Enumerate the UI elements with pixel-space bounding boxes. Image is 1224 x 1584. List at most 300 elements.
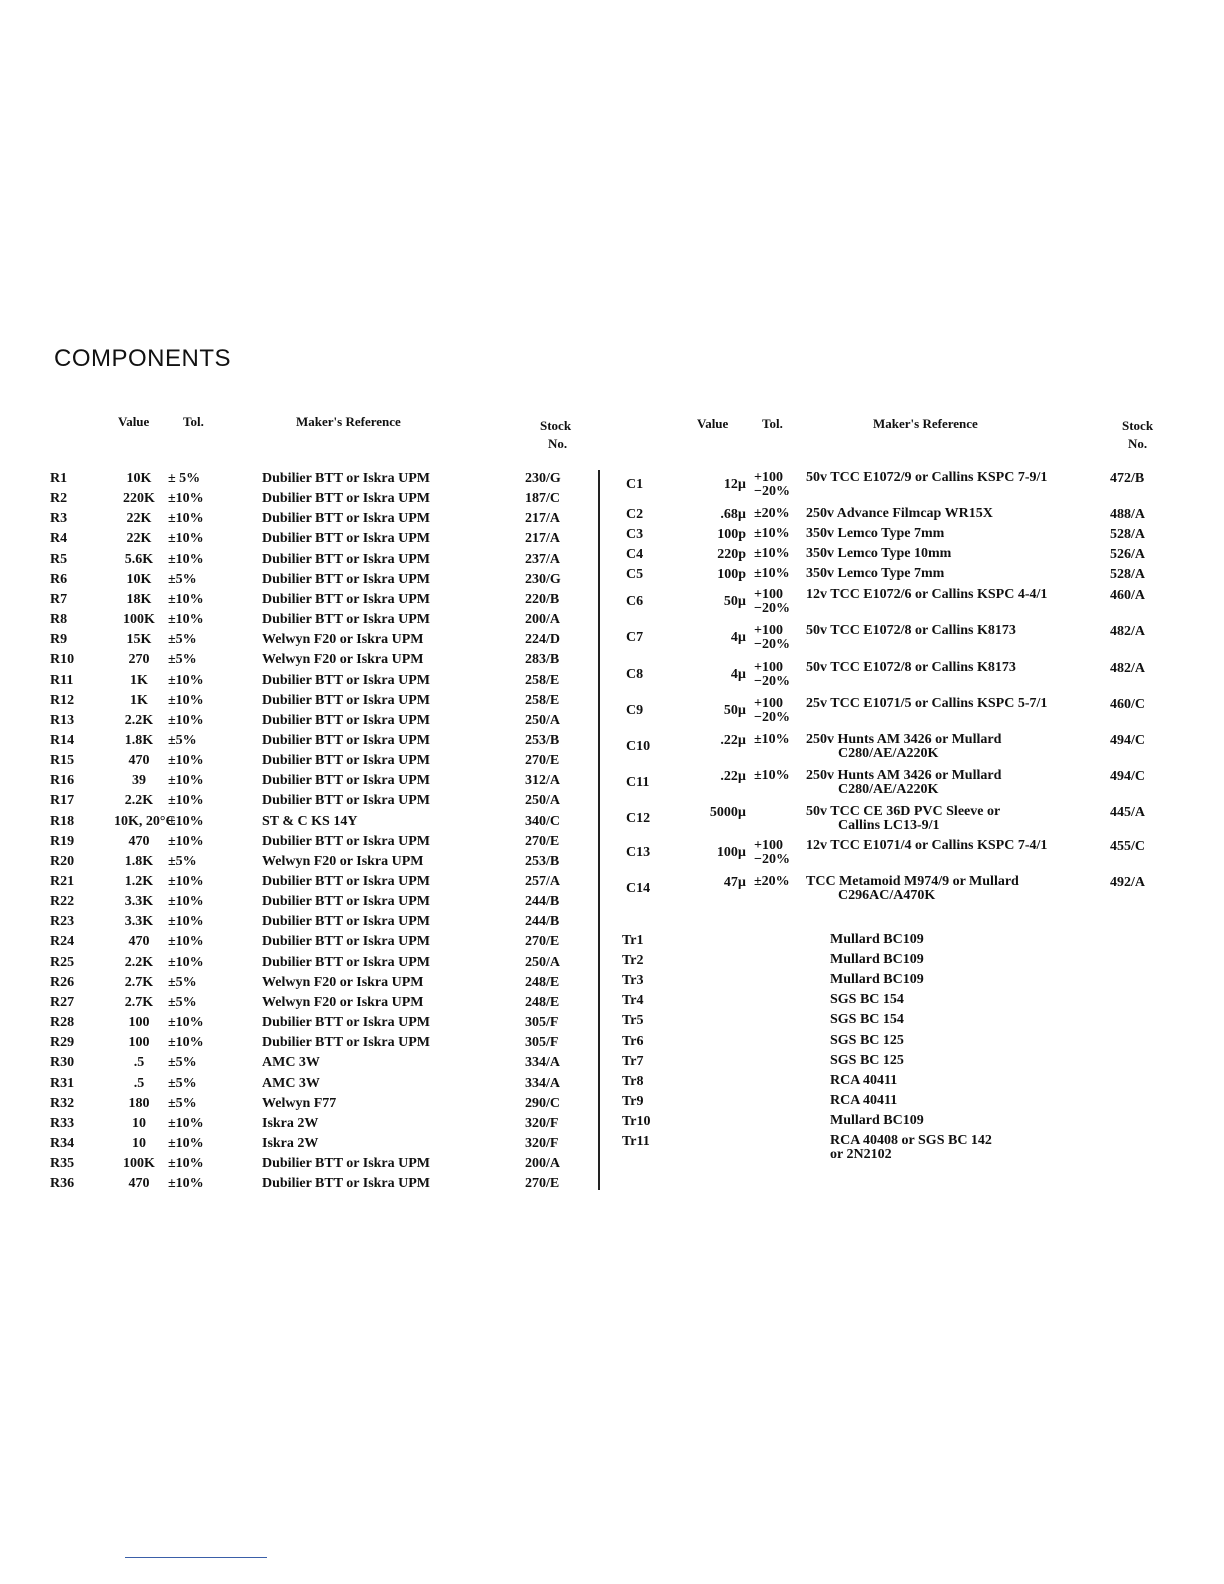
table-row (50, 471, 590, 491)
reference-line-1: 250v Hunts AM 3426 or Mullard (806, 768, 1002, 783)
table-row (622, 1134, 1182, 1168)
reference-line-1: 50v TCC CE 36D PVC Sleeve or (806, 804, 1001, 819)
table-row (50, 995, 590, 1015)
component-reference: Dubilier BTT or Iskra UPM (262, 1035, 431, 1051)
component-value: 5.6K (124, 551, 154, 567)
component-value: 10K (126, 571, 152, 587)
reference-line-1: Mullard BC109 (830, 952, 924, 968)
component-id: R9 (50, 632, 68, 648)
component-value: 4µ (730, 667, 746, 682)
component-reference: Iskra 2W (262, 1115, 319, 1131)
component-tolerance: ±10% (168, 1035, 204, 1051)
table-row (50, 753, 590, 773)
tolerance-line-2: −20% (754, 852, 790, 867)
component-value: 100 (128, 1015, 150, 1031)
component-tolerance (754, 471, 798, 499)
tolerance-line-1: +100 (754, 838, 783, 853)
reference-line-1: 250v Advance Filmcap WR15X (806, 506, 993, 521)
component-reference: Dubilier BTT or Iskra UPM (262, 712, 431, 728)
reference-line-1: 12v TCC E1071/4 or Callins KSPC 7-4/1 (806, 838, 1048, 853)
component-reference: Dubilier BTT or Iskra UPM (262, 934, 431, 950)
component-value: 100 (128, 1035, 150, 1051)
component-reference (830, 1034, 904, 1048)
table-row (50, 511, 590, 531)
component-value: 5000µ (709, 805, 746, 820)
reference-line-1: 50v TCC E1072/8 or Callins K8173 (806, 623, 1016, 638)
component-value: .22µ (720, 769, 746, 784)
component-tolerance (754, 507, 798, 521)
component-id: R33 (50, 1115, 75, 1131)
component-id: R3 (50, 511, 68, 527)
component-id: R18 (50, 813, 75, 829)
tolerance-line-1: ±20% (754, 874, 790, 889)
component-reference: Welwyn F20 or Iskra UPM (262, 853, 424, 869)
component-id: R27 (50, 994, 75, 1010)
table-row (50, 491, 590, 511)
table-row (50, 632, 590, 652)
tolerance-line-1: +100 (754, 587, 783, 602)
component-tolerance (754, 875, 798, 889)
component-value: 100p (717, 567, 746, 582)
component-id: R16 (50, 773, 75, 789)
component-value: 1K (130, 672, 148, 688)
component-id: R12 (50, 692, 75, 708)
component-id: R34 (50, 1135, 75, 1151)
component-value: .5 (133, 1055, 145, 1071)
table-row (50, 1076, 590, 1096)
table-row (50, 1156, 590, 1176)
table-row (626, 697, 1186, 731)
tolerance-line-1: ±10% (754, 526, 790, 541)
component-reference (830, 1074, 897, 1088)
component-reference: Dubilier BTT or Iskra UPM (262, 551, 431, 567)
component-value: 4µ (730, 630, 746, 645)
component-stock-no: 334/A (525, 1075, 560, 1091)
component-reference: Dubilier BTT or Iskra UPM (262, 591, 431, 607)
component-stock-no: 445/A (1110, 805, 1145, 820)
table-row (626, 661, 1186, 695)
table-row (50, 834, 590, 854)
component-reference (830, 1114, 924, 1128)
component-value: 100µ (716, 845, 746, 860)
reference-line-1: 250v Hunts AM 3426 or Mullard (806, 732, 1002, 747)
component-tolerance: ±5% (168, 1075, 197, 1091)
component-value: 22K (126, 531, 152, 547)
reference-line-1: 50v TCC E1072/8 or Callins K8173 (806, 660, 1016, 675)
reference-line-1: 350v Lemco Type 7mm (806, 526, 945, 541)
table-row (50, 612, 590, 632)
component-reference: Dubilier BTT or Iskra UPM (262, 894, 431, 910)
component-id: R6 (50, 571, 68, 587)
component-value: 1.8K (124, 732, 154, 748)
component-stock-no: 334/A (525, 1055, 560, 1071)
component-reference: Dubilier BTT or Iskra UPM (262, 531, 431, 547)
component-id: C1 (626, 477, 644, 492)
component-id: C14 (626, 881, 651, 896)
component-id: Tr1 (622, 933, 644, 948)
tolerance-line-1: ±10% (754, 566, 790, 581)
component-value: 270 (128, 652, 150, 668)
component-tolerance: ±10% (168, 1156, 204, 1172)
component-tolerance (754, 839, 798, 867)
header-tol-left: Tol. (183, 414, 204, 429)
reference-line-1: RCA 40411 (830, 1092, 898, 1108)
component-reference (830, 953, 924, 967)
component-id: R35 (50, 1156, 75, 1172)
component-tolerance: ±10% (168, 874, 204, 889)
component-id: C3 (626, 527, 644, 542)
component-tolerance: ±10% (168, 1115, 204, 1131)
header-stock-right: Stock (1122, 418, 1154, 433)
component-id: R22 (50, 894, 75, 910)
component-tolerance: ±10% (168, 712, 204, 728)
component-id: R32 (50, 1095, 75, 1111)
component-reference: Dubilier BTT or Iskra UPM (262, 612, 431, 628)
component-value: 10 (132, 1135, 146, 1151)
component-reference (806, 527, 944, 541)
component-reference (830, 1094, 897, 1108)
component-id: R31 (50, 1075, 75, 1091)
tolerance-line-1: +100 (754, 470, 783, 485)
component-value: 10K, 20°C (114, 813, 176, 829)
component-reference: Dubilier BTT or Iskra UPM (262, 471, 431, 486)
header-value-left: Value (118, 414, 150, 429)
component-id: R5 (50, 551, 68, 567)
component-tolerance: ± 5% (168, 471, 201, 486)
component-stock-no: 320/F (525, 1135, 559, 1151)
component-value: 470 (128, 934, 150, 950)
component-stock-no: 305/F (525, 1035, 559, 1051)
component-value: 2.2K (124, 793, 154, 809)
component-reference (806, 769, 1001, 797)
component-value: 12µ (723, 477, 746, 492)
component-reference: Dubilier BTT or Iskra UPM (262, 491, 431, 507)
component-value: 1.2K (124, 874, 154, 889)
component-id: Tr6 (622, 1033, 644, 1049)
table-row (626, 471, 1186, 505)
component-id: Tr2 (622, 953, 644, 969)
tolerance-line-1: ±20% (754, 506, 790, 521)
table-row (50, 1096, 590, 1116)
table-row (626, 733, 1186, 767)
table-row (50, 1136, 590, 1156)
component-reference: Dubilier BTT or Iskra UPM (262, 511, 431, 527)
component-id: R36 (50, 1176, 75, 1192)
component-stock-no: 250/A (525, 712, 560, 728)
component-reference (806, 624, 1016, 638)
reference-line-1: Mullard BC109 (830, 972, 924, 988)
component-id: R29 (50, 1035, 75, 1051)
component-id: R26 (50, 974, 75, 990)
component-id: R11 (50, 672, 74, 688)
component-id: R15 (50, 753, 75, 769)
component-id: C13 (626, 845, 651, 860)
component-stock-no: 230/G (525, 471, 561, 486)
component-id: C9 (626, 703, 644, 718)
component-reference: Dubilier BTT or Iskra UPM (262, 732, 431, 748)
component-stock-no: 340/C (525, 813, 560, 829)
component-id: C6 (626, 594, 644, 609)
component-reference: Dubilier BTT or Iskra UPM (262, 1176, 431, 1192)
component-tolerance: ±10% (168, 833, 204, 849)
component-tolerance (754, 624, 798, 652)
component-reference (806, 733, 1001, 761)
component-stock-no: 494/C (1110, 733, 1145, 748)
table-row (50, 652, 590, 672)
reference-line-2: C280/AE/A220K (838, 746, 939, 761)
component-stock-no: 257/A (525, 874, 560, 889)
component-id: Tr11 (622, 1134, 650, 1149)
component-stock-no: 312/A (525, 773, 560, 789)
header-stock-left: Stock (540, 418, 572, 433)
component-value: 220K (123, 491, 155, 507)
reference-line-1: RCA 40411 (830, 1072, 898, 1088)
reference-line-1: Mullard BC109 (830, 932, 924, 947)
component-value: 100K (123, 1156, 155, 1172)
component-reference (806, 875, 1019, 903)
component-value: 1.8K (124, 853, 154, 869)
component-value: 39 (132, 773, 146, 789)
component-value: 2.2K (124, 954, 154, 970)
component-value: .5 (133, 1075, 145, 1091)
column-divider (598, 470, 600, 1190)
component-tolerance: ±10% (168, 672, 204, 688)
component-id: Tr4 (622, 993, 644, 1009)
component-tolerance: ±5% (168, 974, 197, 990)
component-reference (806, 839, 1047, 853)
reference-line-1: 350v Lemco Type 7mm (806, 566, 945, 581)
component-stock-no: 187/C (525, 491, 560, 507)
component-stock-no: 494/C (1110, 769, 1145, 784)
component-value: 100K (123, 612, 155, 628)
component-tolerance: ±5% (168, 571, 197, 587)
component-value: 470 (128, 753, 150, 769)
component-id: C8 (626, 667, 644, 682)
component-stock-no: 224/D (525, 632, 560, 648)
component-value: 50µ (723, 594, 746, 609)
component-value: 22K (126, 511, 152, 527)
tolerance-line-2: −20% (754, 637, 790, 652)
component-tolerance (754, 547, 798, 561)
component-value: .68µ (720, 507, 746, 522)
component-reference: Dubilier BTT or Iskra UPM (262, 1156, 431, 1172)
component-reference: Dubilier BTT or Iskra UPM (262, 874, 431, 889)
component-tolerance: ±10% (168, 753, 204, 769)
component-reference (806, 588, 1047, 602)
table-row (626, 769, 1186, 803)
component-tolerance: ±10% (168, 934, 204, 950)
page-title: COMPONENTS (54, 345, 232, 372)
component-reference (806, 507, 993, 521)
component-reference (830, 1013, 904, 1027)
component-id: R24 (50, 934, 75, 950)
reference-line-1: SGS BC 125 (830, 1032, 904, 1048)
component-stock-no: 482/A (1110, 624, 1145, 639)
tolerance-line-1: +100 (754, 623, 783, 638)
table-row (50, 693, 590, 713)
component-tolerance: ±5% (168, 732, 197, 748)
component-reference (806, 567, 944, 581)
table-row (50, 1055, 590, 1075)
component-value: 470 (128, 833, 150, 849)
component-tolerance: ±10% (168, 894, 204, 910)
component-tolerance: ±5% (168, 994, 197, 1010)
component-stock-no: 460/C (1110, 697, 1145, 712)
component-reference (806, 661, 1016, 675)
tolerance-line-1: +100 (754, 660, 783, 675)
component-tolerance: ±10% (168, 692, 204, 708)
reference-line-1: 350v Lemco Type 10mm (806, 546, 952, 561)
component-reference: Iskra 2W (262, 1135, 319, 1151)
table-row (50, 1176, 590, 1196)
component-id: R1 (50, 471, 68, 486)
component-reference: Welwyn F77 (262, 1095, 337, 1111)
component-tolerance: ±10% (168, 1176, 204, 1192)
table-row (50, 552, 590, 572)
table-row (50, 874, 590, 894)
component-stock-no: 270/E (525, 1176, 560, 1192)
component-value: 2.2K (124, 712, 154, 728)
reference-line-1: SGS BC 154 (830, 992, 904, 1008)
reference-line-1: 50v TCC E1072/9 or Callins KSPC 7-9/1 (806, 470, 1048, 485)
component-tolerance: ±5% (168, 1095, 197, 1111)
component-id: C12 (626, 811, 651, 826)
component-reference: Dubilier BTT or Iskra UPM (262, 793, 431, 809)
component-reference: Dubilier BTT or Iskra UPM (262, 753, 431, 769)
component-id: Tr3 (622, 973, 644, 989)
component-reference: Welwyn F20 or Iskra UPM (262, 652, 424, 668)
component-stock-no: 200/A (525, 612, 560, 628)
component-reference: Dubilier BTT or Iskra UPM (262, 833, 431, 849)
reference-line-1: 25v TCC E1071/5 or Callins KSPC 5-7/1 (806, 696, 1048, 711)
table-row (50, 975, 590, 995)
component-id: R19 (50, 833, 75, 849)
component-tolerance: ±10% (168, 1015, 204, 1031)
header-stockno-right: No. (1128, 436, 1148, 451)
component-tolerance (754, 697, 798, 725)
component-value: 470 (128, 1176, 150, 1192)
table-row (50, 1015, 590, 1035)
component-id: Tr9 (622, 1093, 644, 1109)
component-id: C11 (626, 775, 650, 790)
component-id: R14 (50, 732, 75, 748)
component-value: 47µ (723, 875, 746, 890)
header-ref-right: Maker's Reference (873, 416, 978, 431)
table-row (50, 955, 590, 975)
table-row (50, 934, 590, 954)
component-id: C10 (626, 739, 651, 754)
component-stock-no: 200/A (525, 1156, 560, 1172)
component-reference (830, 993, 904, 1007)
component-stock-no: 220/B (525, 591, 560, 607)
component-stock-no: 283/B (525, 652, 560, 668)
tolerance-line-2: −20% (754, 674, 790, 689)
component-tolerance: ±5% (168, 853, 197, 869)
component-id: Tr5 (622, 1013, 644, 1029)
component-stock-no: 492/A (1110, 875, 1145, 890)
component-stock-no: 460/A (1110, 588, 1145, 603)
component-stock-no: 250/A (525, 793, 560, 809)
component-tolerance: ±10% (168, 813, 204, 829)
component-value: 100p (717, 527, 746, 542)
header-ref-left: Maker's Reference (296, 414, 401, 429)
component-reference: Dubilier BTT or Iskra UPM (262, 672, 431, 688)
table-row (626, 875, 1186, 909)
component-stock-no: 258/E (525, 692, 560, 708)
component-id: Tr8 (622, 1073, 644, 1089)
reference-line-2: C280/AE/A220K (838, 782, 939, 797)
table-row (50, 1035, 590, 1055)
footer-rule (125, 1557, 267, 1558)
component-id: R30 (50, 1055, 75, 1071)
component-stock-no: 320/F (525, 1115, 559, 1131)
component-stock-no: 248/E (525, 974, 560, 990)
component-tolerance (754, 527, 798, 541)
tolerance-line-1: +100 (754, 696, 783, 711)
component-tolerance (754, 733, 798, 747)
component-tolerance: ±10% (168, 914, 204, 930)
component-reference (806, 697, 1047, 711)
component-stock-no: 488/A (1110, 507, 1145, 522)
component-value: 15K (126, 632, 152, 648)
component-id: R25 (50, 954, 75, 970)
component-id: Tr7 (622, 1053, 644, 1069)
component-stock-no: 253/B (525, 732, 560, 748)
component-id: R28 (50, 1015, 75, 1031)
tolerance-line-1: ±10% (754, 546, 790, 561)
table-row (50, 592, 590, 612)
component-id: C5 (626, 567, 644, 582)
table-row (50, 894, 590, 914)
component-stock-no: 217/A (525, 511, 560, 527)
component-tolerance: ±5% (168, 632, 197, 648)
reference-line-1: SGS BC 125 (830, 1052, 904, 1068)
table-row (626, 624, 1186, 658)
component-stock-no: 528/A (1110, 527, 1145, 542)
component-reference: Dubilier BTT or Iskra UPM (262, 914, 431, 930)
reference-line-1: TCC Metamoid M974/9 or Mullard (806, 874, 1019, 889)
component-stock-no: 482/A (1110, 661, 1145, 676)
component-id: C7 (626, 630, 644, 645)
table-row (50, 713, 590, 733)
component-stock-no: 244/B (525, 914, 560, 930)
component-value: 1K (130, 692, 148, 708)
component-value: 10 (132, 1115, 146, 1131)
component-tolerance: ±10% (168, 591, 204, 607)
tolerance-line-1: ±10% (754, 768, 790, 783)
component-value: 50µ (723, 703, 746, 718)
component-stock-no: 248/E (525, 994, 560, 1010)
component-stock-no: 270/E (525, 833, 560, 849)
component-reference (806, 471, 1047, 485)
component-stock-no: 528/A (1110, 567, 1145, 582)
table-row (626, 805, 1186, 839)
component-id: R13 (50, 712, 75, 728)
component-stock-no: 270/E (525, 753, 560, 769)
reference-line-1: 12v TCC E1072/6 or Callins KSPC 4-4/1 (806, 587, 1048, 602)
component-value: .22µ (720, 733, 746, 748)
component-id: R7 (50, 591, 68, 607)
component-reference (806, 805, 1000, 833)
component-tolerance: ±5% (168, 1055, 197, 1071)
component-tolerance: ±10% (168, 531, 204, 547)
component-tolerance: ±10% (168, 612, 204, 628)
component-tolerance: ±10% (168, 954, 204, 970)
table-row (50, 854, 590, 874)
component-reference (830, 973, 924, 987)
component-tolerance: ±10% (168, 1135, 204, 1151)
component-tolerance (754, 567, 798, 581)
